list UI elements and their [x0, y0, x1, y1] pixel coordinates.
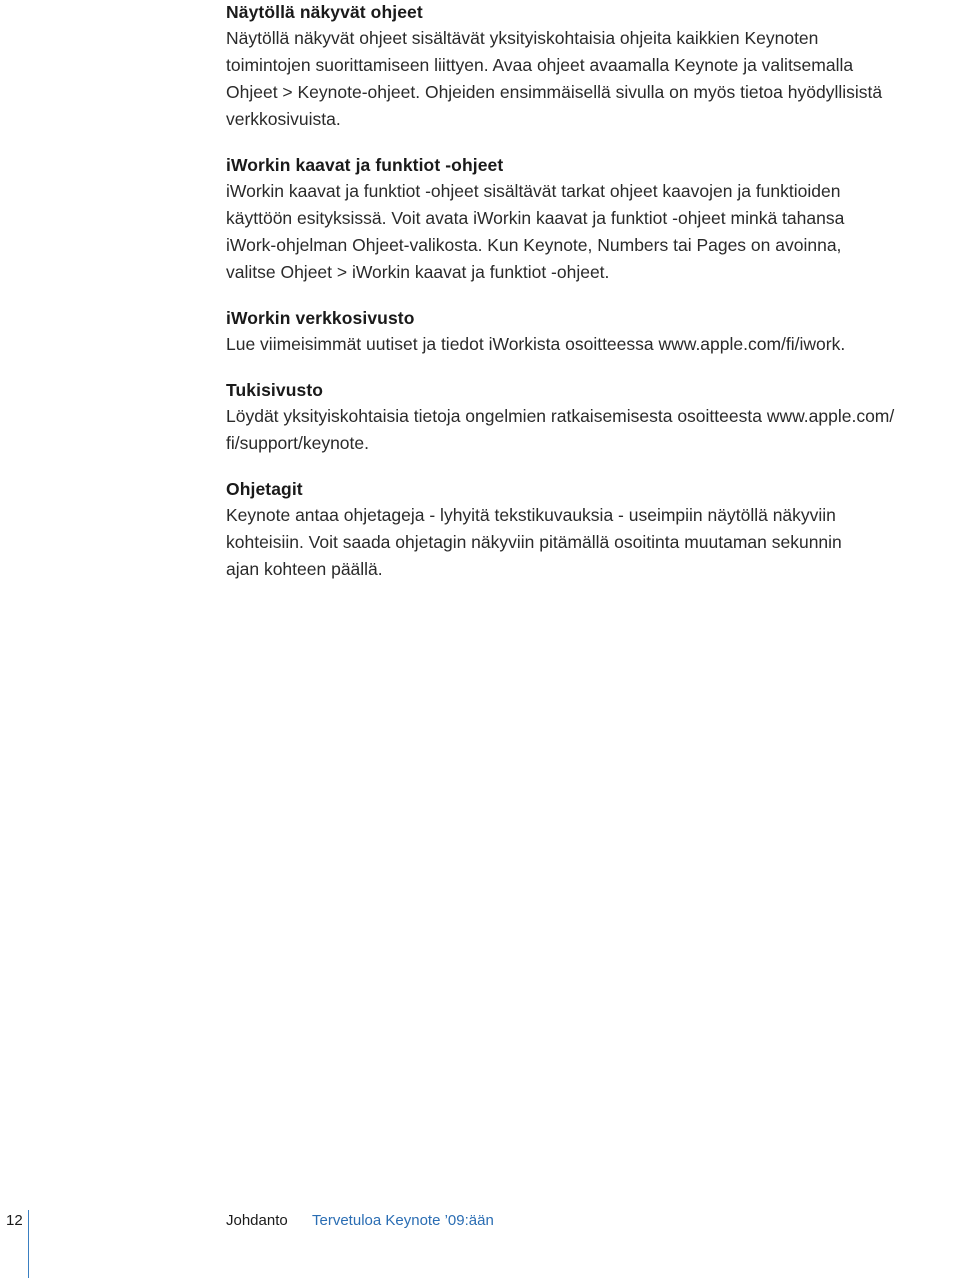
section-support-site — [226, 378, 960, 457]
section-body: Keynote antaa ohjetageja - lyhyitä tekstikuvauksia - useimpiin näytöllä näkyviin kohteisiin. Voit saada ohjetagin näkyviin pitämällä osoitinta muutaman sekunnin ajan kohteen päällä. — [226, 505, 842, 579]
page-content — [226, 0, 960, 603]
section-heading: Tukisivusto — [226, 380, 324, 400]
section-body: Näytöllä näkyvät ohjeet sisältävät yksityiskohtaisia ohjeita kaikkien Keynoten toimintojen suorittamiseen liittyen. Avaa ohjeet avaamalla Keynote ja valitsemalla Ohjeet > Keynote-ohjeet. Ohjeiden ensimmäisellä sivulla on myös tietoa hyödyllisistä verkkosivuista. — [226, 28, 883, 129]
section-body: Löydät yksityiskohtaisia tietoja ongelmien ratkaisemisesta osoitteesta www.apple.com/ fi/support/keynote. — [226, 406, 895, 453]
chapter-label: Johdanto — [226, 1212, 288, 1229]
section-body: iWorkin kaavat ja funktiot -ohjeet sisältävät tarkat ohjeet kaavojen ja funktioiden käyttöön esityksissä. Voit avata iWorkin kaavat ja funktiot -ohjeet minkä tahansa iWork-ohjelman Ohjeet-valikosta. Kun Keynote, Numbers tai Pages on avoinna, valitse Ohjeet > iWorkin kaavat ja funktiot -ohjeet. — [226, 181, 845, 282]
section-heading: iWorkin verkkosivusto — [226, 308, 415, 328]
section-help-tags — [226, 477, 960, 583]
section-onscreen-help — [226, 0, 960, 133]
section-formulas-functions-help — [226, 153, 960, 286]
footer-divider — [28, 1210, 29, 1278]
section-body: Lue viimeisimmät uutiset ja tiedot iWorkista osoitteessa www.apple.com/fi/iwork. — [226, 334, 846, 354]
page-footer — [0, 1200, 960, 1278]
chapter-title: Tervetuloa Keynote ’09:ään — [312, 1212, 494, 1229]
section-heading: Näytöllä näkyvät ohjeet — [226, 2, 423, 22]
section-heading: iWorkin kaavat ja funktiot -ohjeet — [226, 155, 504, 175]
section-heading: Ohjetagit — [226, 479, 303, 499]
page-number: 12 — [6, 1212, 23, 1229]
section-iwork-website — [226, 306, 960, 358]
